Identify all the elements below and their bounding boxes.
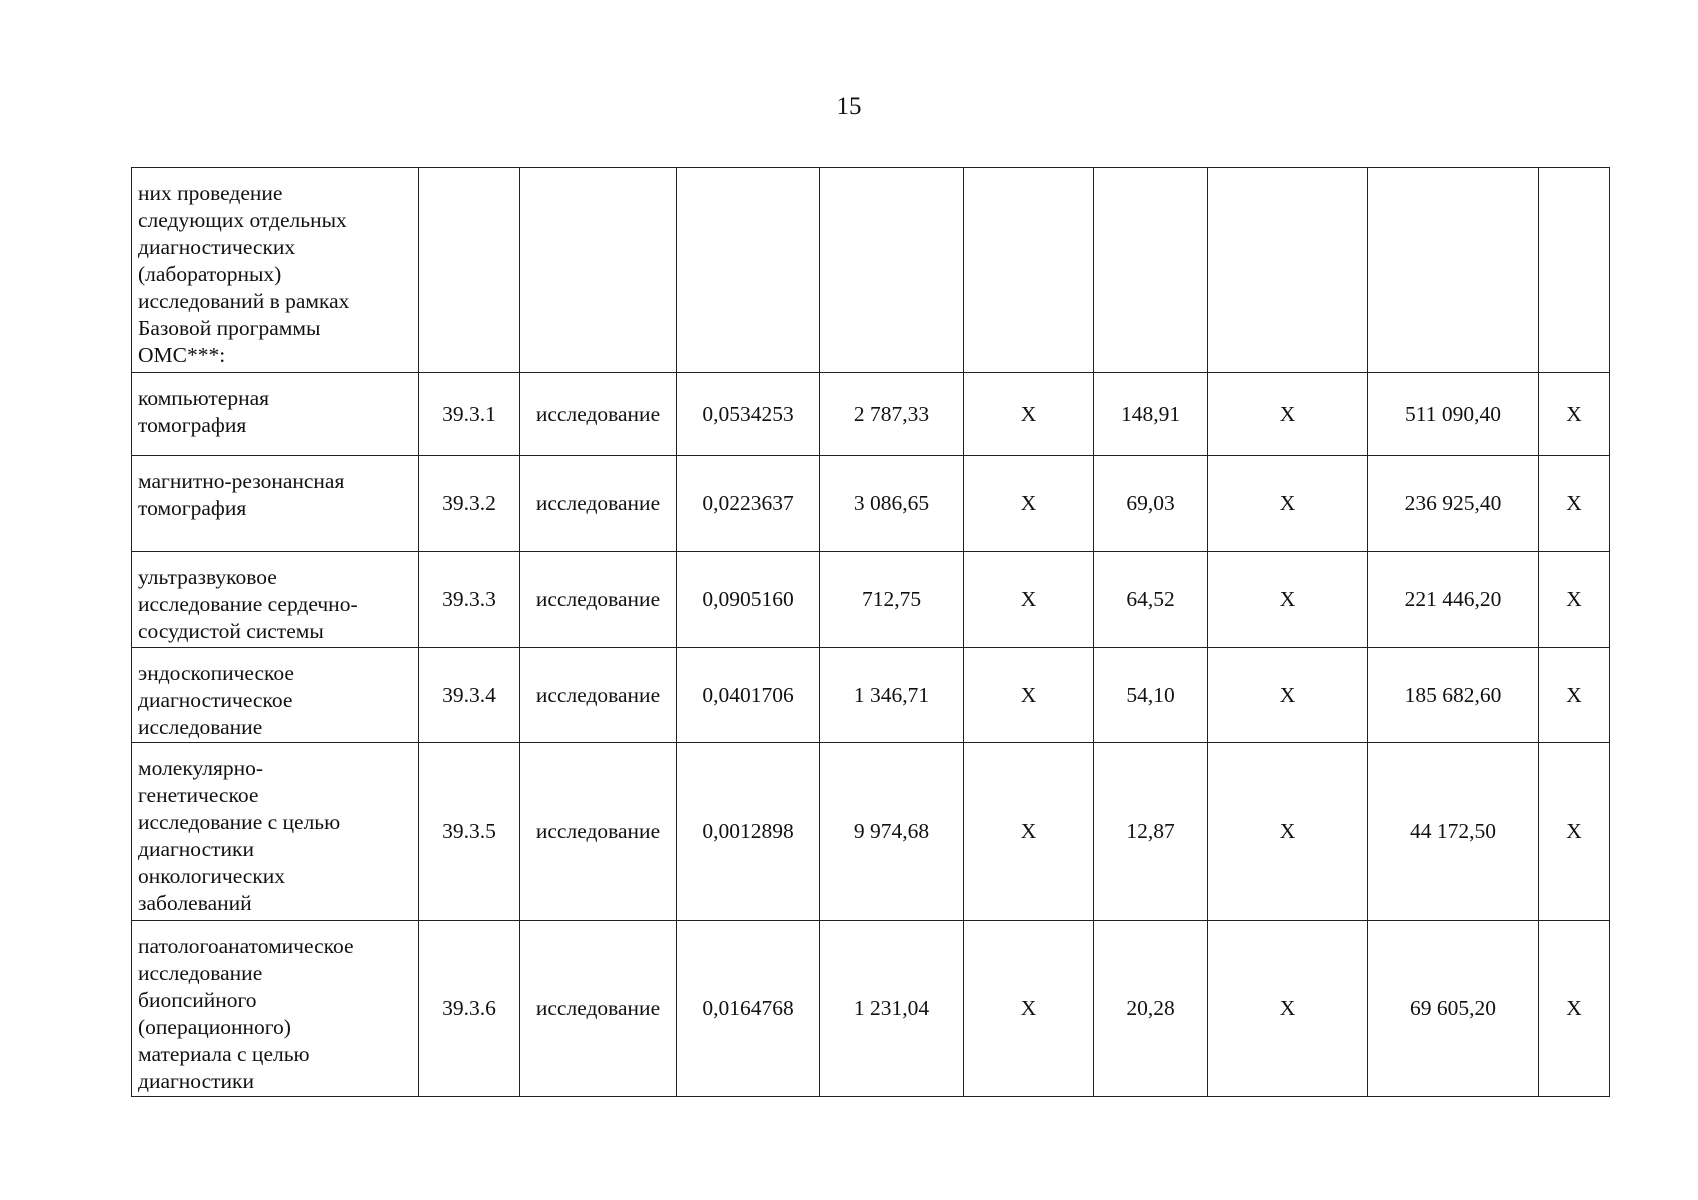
cell-per-capita: 54,10: [1094, 648, 1208, 743]
cell-col8: X: [1208, 921, 1368, 1097]
cell-per-capita: 64,52: [1094, 552, 1208, 648]
cell-col10: X: [1539, 648, 1610, 743]
cell-total: 185 682,60: [1368, 648, 1539, 743]
cell-total: 69 605,20: [1368, 921, 1539, 1097]
cell-norm: 0,0223637: [677, 456, 820, 552]
cell-col10: X: [1539, 373, 1610, 456]
cell-total: 44 172,50: [1368, 743, 1539, 921]
cell-name: ультразвуковое исследование сердечно- сосудистой системы: [132, 552, 419, 648]
table-row: [132, 168, 1610, 373]
cell-cost: 712,75: [820, 552, 964, 648]
cell-code: [419, 168, 520, 373]
table-row: [132, 743, 1610, 921]
cell-unit: исследование: [520, 743, 677, 921]
cell-unit: исследование: [520, 921, 677, 1097]
cell-col6: X: [964, 648, 1094, 743]
cell-unit: [520, 168, 677, 373]
cell-col8: X: [1208, 743, 1368, 921]
cell-col10: X: [1539, 552, 1610, 648]
cell-total: 236 925,40: [1368, 456, 1539, 552]
cell-per-capita: 12,87: [1094, 743, 1208, 921]
cell-norm: [677, 168, 820, 373]
cell-unit: исследование: [520, 456, 677, 552]
cell-per-capita: 20,28: [1094, 921, 1208, 1097]
cell-code: 39.3.5: [419, 743, 520, 921]
cell-col6: X: [964, 456, 1094, 552]
cell-per-capita: 148,91: [1094, 373, 1208, 456]
cell-norm: 0,0401706: [677, 648, 820, 743]
cell-cost: 2 787,33: [820, 373, 964, 456]
cell-col6: X: [964, 743, 1094, 921]
cell-cost: 1 346,71: [820, 648, 964, 743]
cell-norm: 0,0534253: [677, 373, 820, 456]
cell-col6: X: [964, 552, 1094, 648]
cell-code: 39.3.4: [419, 648, 520, 743]
cell-unit: исследование: [520, 552, 677, 648]
cell-col8: X: [1208, 552, 1368, 648]
cell-cost: 3 086,65: [820, 456, 964, 552]
table-row: [132, 456, 1610, 552]
cell-per-capita: [1094, 168, 1208, 373]
cell-total: 511 090,40: [1368, 373, 1539, 456]
cell-col10: X: [1539, 456, 1610, 552]
cell-total: [1368, 168, 1539, 373]
cell-col10: [1539, 168, 1610, 373]
cell-col10: X: [1539, 743, 1610, 921]
cell-name: них проведение следующих отдельных диагностических (лабораторных) исследований в рамках Базовой программы ОМС***:: [132, 168, 419, 373]
cell-col8: X: [1208, 456, 1368, 552]
cell-name: патологоанатомическое исследование биопсийного (операционного) материала с целью диагностики: [132, 921, 419, 1097]
cell-cost: [820, 168, 964, 373]
cell-norm: 0,0164768: [677, 921, 820, 1097]
cell-unit: исследование: [520, 648, 677, 743]
cell-col6: X: [964, 921, 1094, 1097]
cell-col6: [964, 168, 1094, 373]
cell-norm: 0,0905160: [677, 552, 820, 648]
cell-per-capita: 69,03: [1094, 456, 1208, 552]
cell-col10: X: [1539, 921, 1610, 1097]
cell-col6: X: [964, 373, 1094, 456]
cell-name: эндоскопическое диагностическое исследование: [132, 648, 419, 743]
cell-norm: 0,0012898: [677, 743, 820, 921]
cell-col8: X: [1208, 373, 1368, 456]
cell-code: 39.3.1: [419, 373, 520, 456]
cell-code: 39.3.2: [419, 456, 520, 552]
table-row: [132, 552, 1610, 648]
cell-name: компьютерная томография: [132, 373, 419, 456]
table-row: [132, 648, 1610, 743]
data-table: [131, 167, 1610, 1097]
cell-name: молекулярно- генетическое исследование с целью диагностики онкологических заболеваний: [132, 743, 419, 921]
cell-name: магнитно-резонансная томография: [132, 456, 419, 552]
cell-cost: 9 974,68: [820, 743, 964, 921]
table-row: [132, 921, 1610, 1097]
cell-unit: исследование: [520, 373, 677, 456]
cell-code: 39.3.6: [419, 921, 520, 1097]
cell-col8: [1208, 168, 1368, 373]
cell-total: 221 446,20: [1368, 552, 1539, 648]
table-row: [132, 373, 1610, 456]
page-number: 15: [836, 93, 862, 120]
cell-code: 39.3.3: [419, 552, 520, 648]
cell-cost: 1 231,04: [820, 921, 964, 1097]
cell-col8: X: [1208, 648, 1368, 743]
